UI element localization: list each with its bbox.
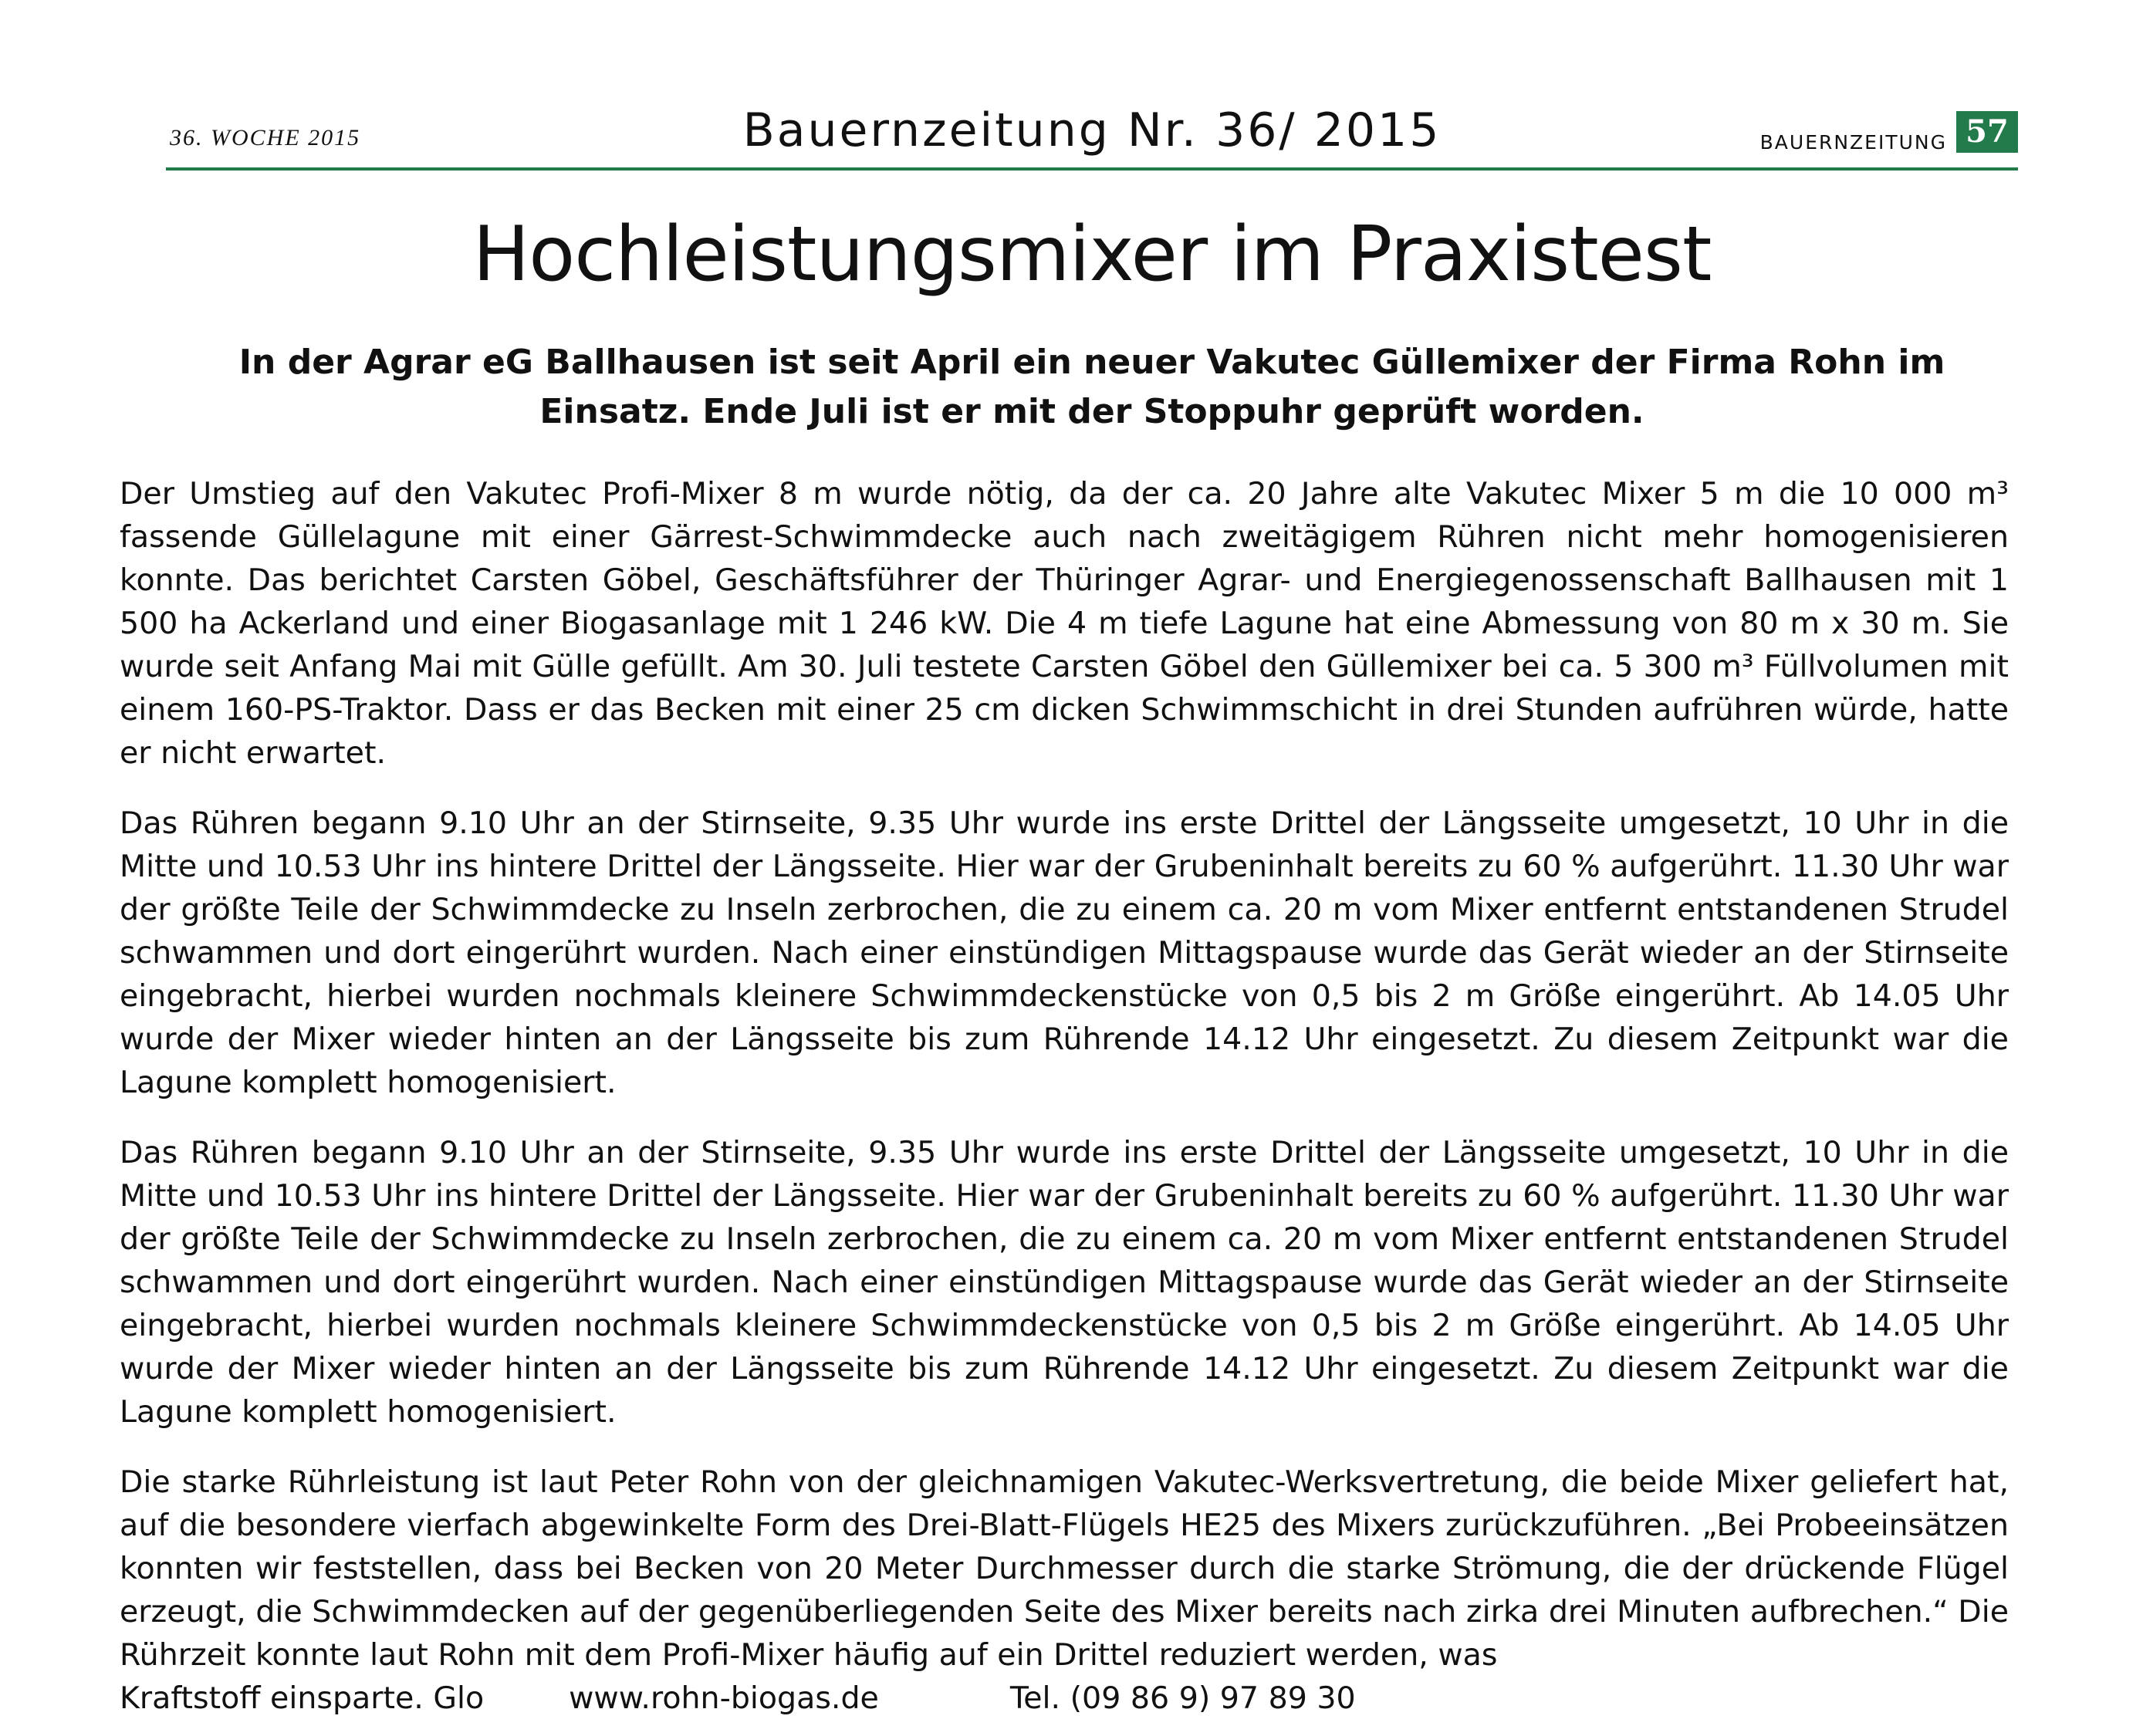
closing-text: Kraftstoff einsparte. Glo [120,1680,485,1716]
phone-number: Tel. (09 86 9) 97 89 30 [1009,1680,1356,1716]
header-divider [166,167,2018,171]
newspaper-title: Bauernzeitung Nr. 36/ 2015 [742,103,1442,157]
article-paragraph: Die starke Rührleistung ist laut Peter Rohn von der gleichnamigen Vakutec-Werksvertretung, die beide Mixer geliefert hat, auf die besondere vierfach abgewinkelte Form des Drei-Blatt-Flügels HE25 des Mixers zurückzuführen. „Bei Probeeinsätzen konnten wir feststellen, dass bei Becken von 20 Meter Durchmesser durch die starke Strömung, die der drückende Flügel erzeugt, die Schwimmdecken auf der gegenüberliegenden Seite des Mixer bereits nach zirka drei Minuten aufbrechen.“ Die Rührzeit konnte laut Rohn mit dem Profi-Mixer häufig auf ein Drittel reduziert werden, was [120,1464,2009,1673]
article-lead: In der Agrar eG Ballhausen ist seit April ein neuer Vakutec Güllemixer der Firma Rohn im Einsatz. Ende Juli ist er mit der Stoppuhr geprüft worden. [238,343,1945,431]
article-headline: Hochleistungsmixer im Praxistest [472,211,1712,299]
article-paragraph: Das Rühren begann 9.10 Uhr an der Stirnseite, 9.35 Uhr wurde ins erste Drittel der Längsseite umgesetzt, 10 Uhr in die Mitte und 10.53 Uhr ins hintere Drittel der Längsseite. Hier war der Grubeninhalt bereits zu 60 % aufgerührt. 11.30 Uhr war der größte Teile der Schwimmdecke zu Inseln zerbrochen, die zu einem ca. 20 m vom Mixer entfernt entstandenen Strudel schwammen und dort eingerührt wurden. Nach einer einstündigen Mittagspause wurde das Gerät wieder an der Stirnseite eingebracht, hierbei wurden nochmals kleinere Schwimmdeckenstücke von 0,5 bis 2 m Größe eingerührt. Ab 14.05 Uhr wurde der Mixer wieder hinten an der Längsseite bis zum Rührende 14.12 Uhr eingesetzt. Zu diesem Zeitpunkt war die Lagune komplett homogenisiert. [120,1135,2009,1430]
article-paragraph: Das Rühren begann 9.10 Uhr an der Stirnseite, 9.35 Uhr wurde ins erste Drittel der Längsseite umgesetzt, 10 Uhr in die Mitte und 10.53 Uhr ins hintere Drittel der Längsseite. Hier war der Grubeninhalt bereits zu 60 % aufgerührt. 11.30 Uhr war der größte Teile der Schwimmdecke zu Inseln zerbrochen, die zu einem ca. 20 m vom Mixer entfernt entstandenen Strudel schwammen und dort eingerührt wurden. Nach einer einstündigen Mittagspause wurde das Gerät wieder an der Stirnseite eingebracht, hierbei wurden nochmals kleinere Schwimmdeckenstücke von 0,5 bis 2 m Größe eingerührt. Ab 14.05 Uhr wurde der Mixer wieder hinten an der Längsseite bis zum Rührende 14.12 Uhr eingesetzt. Zu diesem Zeitpunkt war die Lagune komplett homogenisiert. [120,806,2009,1100]
website-link[interactable]: www.rohn-biogas.de [569,1680,879,1716]
article-paragraph: Der Umstieg auf den Vakutec Profi-Mixer 8 m wurde nötig, da der ca. 20 Jahre alte Vakutec Mixer 5 m die 10 000 m³ fassende Güllelagune mit einer Gärrest-Schwimmdecke auch nach zweitägigem Rühren nicht mehr homogenisieren konnte. Das berichtet Carsten Göbel, Geschäftsführer der Thüringer Agrar- und Energiegenossenschaft Ballhausen mit 1 500 ha Ackerland und einer Biogasanlage mit 1 246 kW. Die 4 m tiefe Lagune hat eine Abmessung von 80 m x 30 m. Sie wurde seit Anfang Mai mit Gülle gefüllt. Am 30. Juli testete Carsten Göbel den Güllemixer bei ca. 5 300 m³ Füllvolumen mit einem 160-PS-Traktor. Dass er das Becken mit einer 25 cm dicken Schwimmschicht in drei Stunden aufrühren würde, hatte er nicht erwartet. [120,476,2009,771]
page-number-badge: 57 [1956,111,2018,153]
issue-week: 36. WOCHE 2015 [170,125,361,150]
article-body [120,472,2009,1720]
page-header [166,100,2018,170]
brand-name: BAUERNZEITUNG [1759,131,1947,154]
article-footer-line [120,1677,2009,1720]
